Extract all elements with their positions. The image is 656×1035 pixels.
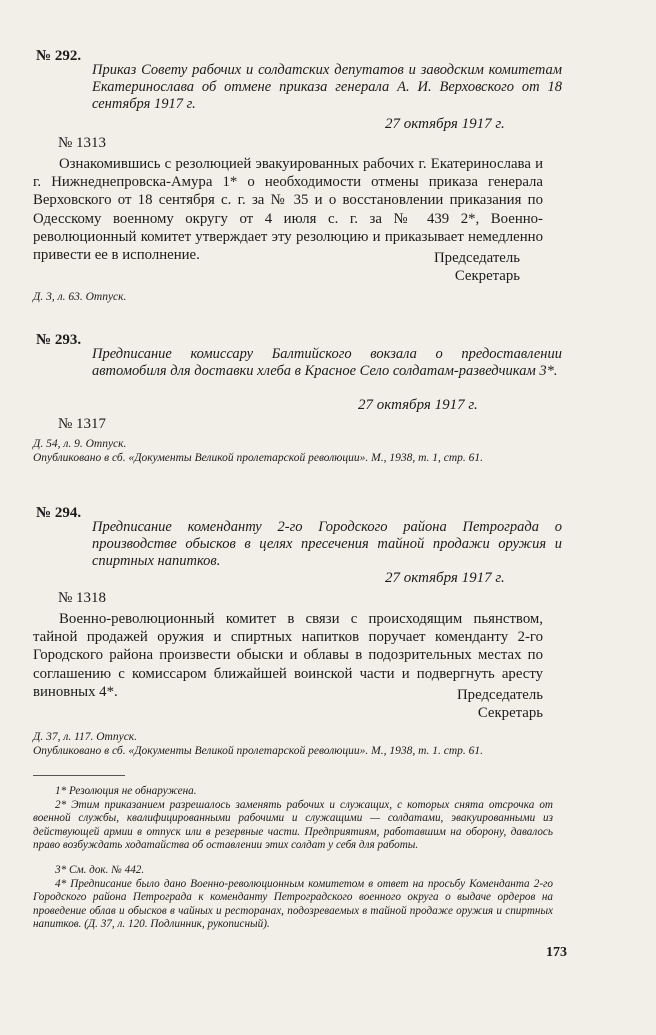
page-number: 173	[546, 945, 567, 960]
footnote-4: 4* Предписание было дано Военно-революционным комитетом в ответ на просьбу Коменданта 2-го Городского района Петрограда к коменданту Петроградского военного округа о выдаче ордеров на проведение облав и обысков в чайных и ресторанах, подозреваемых в тайной продаже оружия и спиртных напитков. (Д. 37, л. 120. Подлинник, рукописный).	[33, 878, 553, 931]
doc-292-signature-chair: Председатель	[434, 250, 520, 266]
doc-294-body: Военно-революционный комитет в связи с происходящим пьянством, тайной продажей оружия и спиртных напитков поручает коменданту 2-го Городского района произвести обыски и облавы в подозрительных местах по соглашению с комиссаром ближайшей воинской части и подвергнуть аресту виновных 4*.	[33, 611, 543, 700]
doc-293-source-publication: Опубликовано в сб. «Документы Великой пролетарской революции». М., 1938, т. 1, стр. 61.	[33, 452, 484, 464]
footnote-2: 2* Этим приказанием разрешалось заменять рабочих и служащих, с которых снята отсрочка от военной службы, квалифицированными рабочими и служащими — солдатами, эвакуированными из действующей армии в отпуск или в резервные части. Предприятиям, работавшим на оборону, давалось право возбуждать ходатайства об оставлении этих солдат у себя для работы.	[33, 799, 553, 852]
doc-293-docno: № 1317	[58, 416, 107, 432]
doc-294-source-publication: Опубликовано в сб. «Документы Великой пролетарской революции». М., 1938, т. 1. стр. 61.	[33, 745, 484, 757]
doc-292-heading: Приказ Совету рабочих и солдатских депутатов и заводским комитетам Екатеринослава об отмене приказа генерала А. И. Верховского от 18 сентября 1917 г.	[92, 62, 562, 112]
footnote-1: 1* Резолюция не обнаружена.	[55, 785, 197, 797]
doc-292-source: Д. 3, л. 63. Отпуск.	[33, 291, 127, 303]
doc-294-signature-secretary: Секретарь	[477, 705, 543, 721]
footnote-3: 3* См. док. № 442.	[55, 864, 145, 876]
doc-294-date: 27 октября 1917 г.	[385, 570, 505, 586]
doc-293-source-archive: Д. 54, л. 9. Отпуск.	[33, 438, 127, 450]
doc-292-number: № 292.	[36, 48, 82, 64]
doc-292-date: 27 октября 1917 г.	[385, 116, 505, 132]
doc-293-number: № 293.	[36, 332, 82, 348]
footnote-divider	[33, 775, 125, 776]
doc-294-docno: № 1318	[58, 590, 107, 606]
doc-293-heading: Предписание комиссару Балтийского вокзала о предоставлении автомобиля для доставки хлеба в Красное Село солдатам-разведчикам 3*.	[92, 346, 562, 379]
doc-292-body: Ознакомившись с резолюцией эвакуированных рабочих г. Екатеринослава и г. Нижнеднепровска-Амура 1* о необходимости отмены приказа генерала Верховского от 18 сентября с. г. за № 35 и о восстановлении приказания по Одесскому военному округу от 4 июля с. г. за № 439 2*, Военно-революционный комитет утверждает эту резолюцию и приказывает немедленно привести ее в исполнение.	[33, 156, 543, 264]
doc-294-source-archive: Д. 37, л. 117. Отпуск.	[33, 731, 138, 743]
doc-294-number: № 294.	[36, 505, 82, 521]
doc-292-signature-secretary: Секретарь	[454, 268, 520, 284]
doc-292-docno: № 1313	[58, 135, 107, 151]
doc-293-date: 27 октября 1917 г.	[358, 397, 478, 413]
doc-294-signature-chair: Председатель	[457, 687, 543, 703]
doc-294-heading: Предписание коменданту 2-го Городского района Петрограда о производстве обысков в целях пресечения тайной продажи оружия и спиртных напитков.	[92, 519, 562, 569]
